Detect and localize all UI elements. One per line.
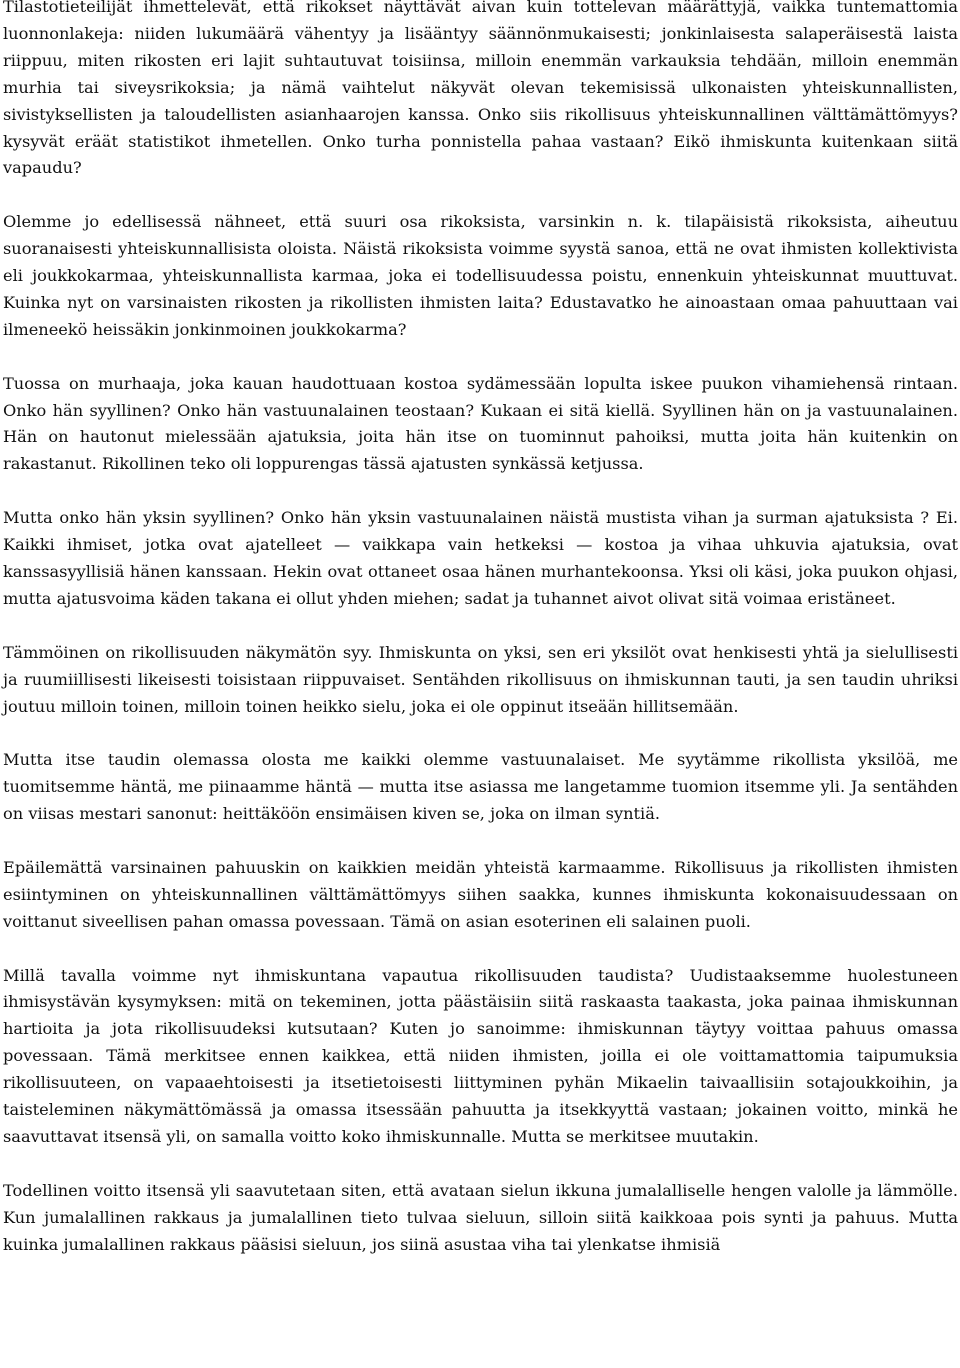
paragraph-shared-guilt: Mutta onko hän yksin syyllinen? Onko hän yksin vastuunalainen näistä mustista vihan ja surman ajatuksista ? Ei. Kaikki ihmiset, jotka ovat ajatelleet — vaikkapa vain hetkeksi — kostoa ja vihaa uhkuvia ajatuksia, ovat kanssasyyllisiä hänen kanssaan. Hekin ovat ottaneet osaa hänen murhantekoonsa. Yksi oli käsi, joka puukon ohjasi, mutta ajatusvoima käden takana ei ollut yhden miehen; sadat ja tuhannet aivot olivat sitä voimaa eristäneet. [3, 508, 958, 608]
paragraph-responsibility: Mutta itse taudin olemassa olosta me kaikki olemme vastuunalaiset. Me syytämme rikollista yksilöä, me tuomitsemme häntä, me piinaamme häntä — mutta itse asiassa me langetamme tuomion itsemme yli. Ja sentähden on viisas mestari sanonut: heittäköön ensimäisen kiven se, joka on ilman syntiä. [3, 750, 958, 824]
paragraph-statistics: Tilastotieteilijät ihmettelevät, että rikokset näyttävät aivan kuin tottelevan määrättyjä, vaikka tuntemattomia luonnonlakeja: niiden lukumäärä vähentyy ja lisääntyy säännönmukaisesti; jonkinlaisesta salaperäisestä laista riippuu, miten rikosten eri lajit suhtautuvat toisiinsa, milloin enemmän varkauksia tehdään, milloin enemmän murhia tai siveysrikoksia; ja nämä vaihtelut näkyvät olevan tekemisissä ulkonaisten yhteiskunnallisten, sivistyksellisten ja taloudellisten asianhaarojen kanssa. Onko siis rikollisuus yhteiskunnallinen välttämättömyys? kysyvät eräät statistikot ihmetellen. Onko turha ponnistella pahaa vastaan? Eikö ihmiskunta kuitenkaan siitä vapaudu? [3, 0, 958, 178]
paragraph-true-victory: Todellinen voitto itsensä yli saavutetaan siten, että avataan sielun ikkuna jumalalliselle hengen valolle ja lämmölle. Kun jumalallinen rakkaus ja jumalallinen tieto tulvaa sieluun, silloin siitä kaikkoaa pois synti ja pahuus. Mutta kuinka jumalallinen rakkaus pääsisi sieluun, jos siinä asustaa viha tai ylenkatse ihmisiä [3, 1180, 958, 1254]
paragraph-murderer: Tuossa on murhaaja, joka kauan haudottuaan kostoa sydämessään lopulta iskee puukon vihamiehensä rintaan. Onko hän syyllinen? Onko hän vastuunalainen teostaan? Kukaan ei sitä kiellä. Syyllinen hän on ja vastuunalainen. Hän on hautonut mielessään ajatuksia, joita hän itse on tuominnut pahoiksi, mutta joita hän kuitenkin on rakastanut. Rikollinen teko oli loppurengas tässä ajatusten synkässä ketjussa. [3, 373, 958, 474]
paragraph-esoteric-side: Epäilemättä varsinainen pahuuskin on kaikkien meidän yhteistä karmaamme. Rikollisuus ja rikollisten ihmisten esiintyminen on yhteiskunnallinen välttämättömyys siihen saakka, kunnes ihmiskunta kokonaisuudessaan on voittanut siveellisen pahan omassa povessaan. Tämä on asian esoterinen eli salainen puoli. [3, 857, 958, 931]
paragraph-liberation: Millä tavalla voimme nyt ihmiskuntana vapautua rikollisuuden taudista? Uudistaaksemme huolestuneen ihmisystävän kysymyksen: mitä on tekeminen, jotta päästäisiin siitä raskaasta taakasta, joka painaa ihmiskunnan hartioita ja jota rikollisuudeksi kutsutaan? Kuten jo sanoimme: ihmiskunnan täytyy voittaa pahuus omassa povessaan. Tämä merkitsee ennen kaikkea, että niiden ihmisten, joilla ei ole voittamattomia taipumuksia rikollisuuteen, on vapaaehtoisesti ja itsetietoisesti liittyminen pyhän Mikaelin taivaallisiin sotajoukkoihin, ja taisteleminen näkymättömässä ja omassa itsessään pahuutta ja itsekkyyttä vastaan; jokainen voitto, minkä he saavuttavat itsensä yli, on samalla voitto koko ihmiskunnalle. Mutta se merkitsee muutakin. [3, 965, 958, 1146]
paragraph-invisible-cause: Tämmöinen on rikollisuuden näkymätön syy. Ihmiskunta on yksi, sen eri yksilöt ovat henkisesti yhtä ja sielullisesti ja ruumiillisesti likeisesti toisistaan riippuvaiset. Sentähden rikollisuus on ihmiskunnan tauti, ja sen taudin uhriksi joutuu milloin toinen, milloin toinen heikko sielu, joka ei ole oppinut itseään hillitsemään. [3, 642, 958, 716]
paragraph-collective-karma: Olemme jo edellisessä nähneet, että suuri osa rikoksista, varsinkin n. k. tilapäisistä rikoksista, aiheutuu suoranaisesti yhteiskunnallisista oloista. Näistä rikoksista voimme syystä sanoa, että ne ovat ihmisten kollektivista eli joukkokarmaa, yhteiskunnallista karmaa, joka ei todellisuudessa poistu, ennenkuin yhteiskunnat muuttuvat. Kuinka nyt on varsinaisten rikosten ja rikollisten ihmisten laita? Edustavatko he ainoastaan omaa pahuuttaan vai ilmeneekö heissäkin jonkinmoinen joukkokarma? [3, 212, 958, 339]
